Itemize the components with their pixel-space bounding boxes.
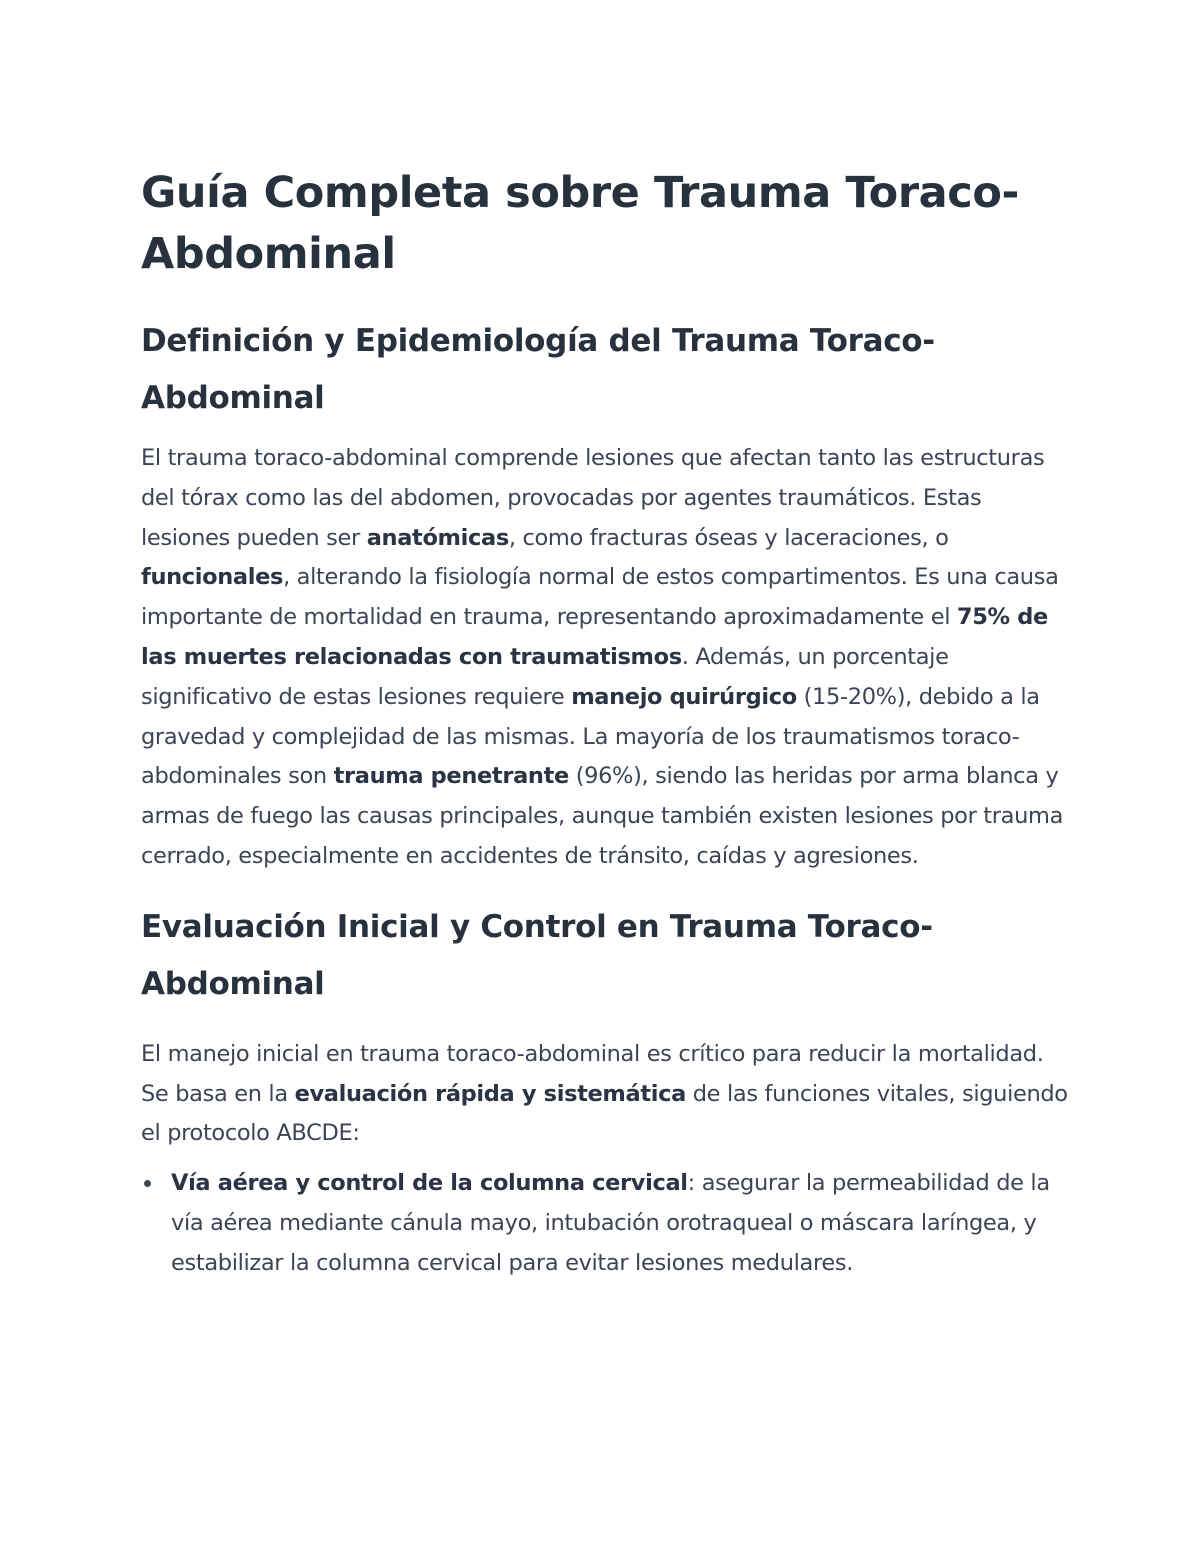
paragraph-text: (96%), siendo las heridas por arma blanca y armas de fuego las causas principales, aunque también existen lesiones por trauma cerrado, especialmente en accidentes de tránsito, caídas y agresiones. xyxy=(141,763,1064,869)
paragraph-text: . Además, un porcentaje significativo de estas lesiones requiere xyxy=(141,643,949,710)
section-heading-evaluacion: Evaluación Inicial y Control en Trauma Toraco-Abdominal xyxy=(141,908,933,1002)
paragraph-text: El trauma toraco-abdominal comprende lesiones que afectan tanto las estructuras del tórax como las del abdomen, provocadas por agentes traumáticos. Estas lesiones pueden ser xyxy=(141,445,1045,551)
document-title: Guía Completa sobre Trauma Toraco-Abdominal xyxy=(141,168,1019,279)
section-heading-definicion: Definición y Epidemiología del Trauma Toraco-Abdominal xyxy=(141,323,935,416)
abcde-list xyxy=(141,1164,1071,1283)
paragraph-text: de las funciones vitales, siguiendo el protocolo ABCDE: xyxy=(141,1080,1068,1147)
list-item-text: : asegurar la permeabilidad de la vía aérea mediante cánula mayo, intubación orotraqueal o máscara laríngea, y estabilizar la columna cervical para evitar lesiones medulares. xyxy=(171,1170,1050,1276)
section-paragraph-evaluacion xyxy=(141,1035,1071,1154)
bold-term-manejo-quirurgico: manejo quirúrgico xyxy=(571,683,797,710)
document-page xyxy=(141,163,1071,1284)
paragraph-text: , como fracturas óseas y laceraciones, o xyxy=(508,524,949,551)
section-paragraph-definicion xyxy=(141,439,1071,877)
bold-term-mortalidad: 75% de las muertes relacionadas con traumatismos xyxy=(141,604,1048,670)
bullet-icon xyxy=(144,1180,151,1187)
paragraph-text: El manejo inicial en trauma toraco-abdominal es crítico para reducir la mortalidad. Se basa en la xyxy=(141,1040,1044,1107)
list-item xyxy=(141,1164,1071,1283)
bold-term-evaluacion-rapida: evaluación rápida y sistemática xyxy=(294,1080,686,1107)
bold-term-trauma-penetrante: trauma penetrante xyxy=(333,763,569,790)
paragraph-text: , alterando la fisiología normal de estos compartimentos. Es una causa importante de mortalidad en trauma, representando aproximadamente el xyxy=(141,564,1059,631)
list-item-bold: Vía aérea y control de la columna cervical xyxy=(171,1170,688,1197)
bold-term-funcionales: funcionales xyxy=(141,564,284,591)
bold-term-anatomicas: anatómicas xyxy=(366,524,509,551)
paragraph-text: (15-20%), debido a la gravedad y complejidad de las mismas. La mayoría de los traumatismos toraco-abdominales son xyxy=(141,683,1040,790)
